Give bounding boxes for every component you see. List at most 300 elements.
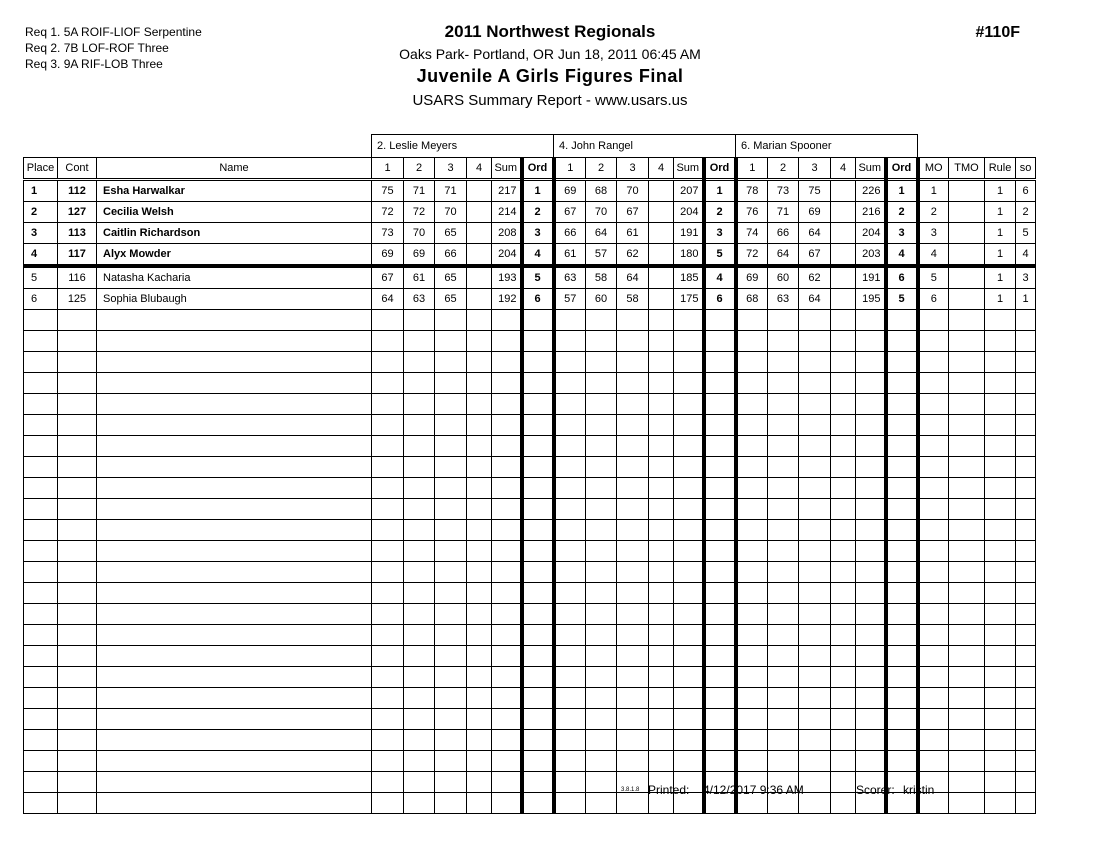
skater-name-cell: Cecilia Welsh — [97, 202, 372, 223]
score3-cell — [617, 709, 649, 730]
tmo-cell — [949, 266, 985, 289]
score1-cell: 67 — [372, 266, 404, 289]
ord-cell — [886, 667, 918, 688]
score2-cell: 66 — [768, 223, 799, 244]
score2-cell — [586, 394, 617, 415]
place-cell — [24, 583, 58, 604]
sum-cell — [856, 562, 886, 583]
score1-cell — [554, 604, 586, 625]
score4-cell — [831, 499, 856, 520]
sum-cell: 175 — [674, 289, 704, 310]
score3-cell: 62 — [617, 244, 649, 267]
score4-cell — [649, 331, 674, 352]
sum-cell — [492, 415, 522, 436]
col-header-rule: Rule — [985, 158, 1016, 180]
score1-cell — [554, 352, 586, 373]
skater-name-cell: Sophia Blubaugh — [97, 289, 372, 310]
skater-name-cell — [97, 352, 372, 373]
mo-cell — [918, 373, 949, 394]
score4-cell — [831, 436, 856, 457]
score2-cell — [768, 709, 799, 730]
score3-cell — [799, 625, 831, 646]
place-cell: 1 — [24, 180, 58, 202]
so-cell — [1016, 730, 1036, 751]
mo-cell — [918, 751, 949, 772]
ord-cell — [886, 646, 918, 667]
score2-cell — [768, 646, 799, 667]
rule-cell — [985, 793, 1016, 814]
so-cell — [1016, 625, 1036, 646]
score2-cell — [768, 499, 799, 520]
score2-cell: 58 — [586, 266, 617, 289]
score2-cell — [586, 499, 617, 520]
score3-cell — [799, 478, 831, 499]
col-header-mo: MO — [918, 158, 949, 180]
result-row — [24, 202, 1036, 223]
sum-cell — [492, 352, 522, 373]
result-row — [24, 223, 1036, 244]
score4-cell — [831, 793, 856, 814]
score4-cell — [649, 646, 674, 667]
tmo-cell — [949, 625, 985, 646]
score3-cell: 65 — [435, 223, 467, 244]
col-header-j2-s3: 3 — [617, 158, 649, 180]
sum-cell — [674, 394, 704, 415]
event-name: Juvenile A Girls Figures Final — [416, 66, 684, 86]
place-cell — [24, 415, 58, 436]
judge-1-name: 2. Leslie Meyers — [372, 135, 554, 158]
score2-cell — [586, 520, 617, 541]
score3-cell — [435, 730, 467, 751]
report-type-line: USARS Summary Report - www.usars.us — [412, 92, 688, 109]
score4-cell — [649, 604, 674, 625]
score3-cell — [435, 436, 467, 457]
score4-cell — [649, 415, 674, 436]
sum-cell — [856, 331, 886, 352]
score1-cell — [372, 667, 404, 688]
score3-cell — [617, 688, 649, 709]
score3-cell — [799, 310, 831, 331]
so-cell — [1016, 646, 1036, 667]
score1-cell — [372, 709, 404, 730]
sum-cell: 208 — [492, 223, 522, 244]
scorer-label: Scorer: — [856, 783, 895, 797]
sum-cell — [492, 562, 522, 583]
sum-cell — [674, 373, 704, 394]
place-cell: 3 — [24, 223, 58, 244]
score3-cell — [799, 751, 831, 772]
tmo-cell — [949, 520, 985, 541]
mo-cell — [918, 394, 949, 415]
ord-cell — [886, 709, 918, 730]
score2-cell — [586, 562, 617, 583]
score1-cell — [736, 499, 768, 520]
tmo-cell — [949, 223, 985, 244]
score4-cell — [467, 223, 492, 244]
score3-cell — [799, 709, 831, 730]
score2-cell: 60 — [768, 266, 799, 289]
ord-cell: 4 — [704, 266, 736, 289]
score2-cell — [586, 373, 617, 394]
score4-cell — [831, 751, 856, 772]
score3-cell — [799, 562, 831, 583]
score2-cell — [404, 436, 435, 457]
score3-cell: 67 — [799, 244, 831, 267]
score4-cell — [831, 394, 856, 415]
empty-row — [24, 499, 1036, 520]
col-header-tmo: TMO — [949, 158, 985, 180]
score1-cell — [736, 562, 768, 583]
score2-cell — [404, 478, 435, 499]
place-cell — [24, 436, 58, 457]
ord-cell — [704, 730, 736, 751]
rule-cell — [985, 646, 1016, 667]
ord-cell — [522, 604, 554, 625]
rule-cell — [985, 709, 1016, 730]
score4-cell — [467, 583, 492, 604]
score3-cell — [799, 352, 831, 373]
rule-cell — [985, 457, 1016, 478]
score4-cell — [831, 223, 856, 244]
score4-cell — [649, 373, 674, 394]
so-cell — [1016, 604, 1036, 625]
skater-name-cell — [97, 457, 372, 478]
sum-cell: 216 — [856, 202, 886, 223]
skater-name-cell — [97, 331, 372, 352]
score2-cell — [404, 625, 435, 646]
score2-cell: 73 — [768, 180, 799, 202]
col-header-name: Name — [97, 158, 372, 180]
cont-cell — [58, 625, 97, 646]
score3-cell: 58 — [617, 289, 649, 310]
rule-cell — [985, 583, 1016, 604]
result-row — [24, 244, 1036, 267]
score4-cell — [649, 730, 674, 751]
sum-cell — [674, 562, 704, 583]
score4-cell — [649, 394, 674, 415]
score4-cell — [831, 625, 856, 646]
score2-cell — [404, 331, 435, 352]
ord-cell: 1 — [704, 180, 736, 202]
score1-cell: 78 — [736, 180, 768, 202]
score3-cell — [617, 499, 649, 520]
empty-row — [24, 604, 1036, 625]
score4-cell — [649, 289, 674, 310]
score1-cell: 57 — [554, 289, 586, 310]
sum-cell: 195 — [856, 289, 886, 310]
sum-cell — [492, 331, 522, 352]
cont-cell — [58, 646, 97, 667]
ord-cell — [704, 646, 736, 667]
score4-cell — [649, 223, 674, 244]
sum-cell — [674, 415, 704, 436]
rule-cell — [985, 415, 1016, 436]
software-version: 3.8.1.8 — [621, 787, 640, 793]
rule-cell — [985, 373, 1016, 394]
sum-cell — [856, 709, 886, 730]
place-cell — [24, 499, 58, 520]
score4-cell — [649, 266, 674, 289]
sum-cell: 191 — [856, 266, 886, 289]
so-cell: 3 — [1016, 266, 1036, 289]
skater-name-cell — [97, 646, 372, 667]
col-header-place: Place — [24, 158, 58, 180]
place-cell — [24, 688, 58, 709]
sum-cell — [856, 751, 886, 772]
col-header-j1-s1: 1 — [372, 158, 404, 180]
spacer-cell-left — [24, 135, 372, 158]
score1-cell — [736, 646, 768, 667]
score4-cell — [467, 772, 492, 793]
score1-cell — [554, 667, 586, 688]
result-row — [24, 180, 1036, 202]
place-cell — [24, 730, 58, 751]
score4-cell — [649, 751, 674, 772]
score3-cell — [435, 688, 467, 709]
ord-cell — [704, 604, 736, 625]
skater-name-cell — [97, 688, 372, 709]
score2-cell — [404, 688, 435, 709]
score2-cell: 71 — [768, 202, 799, 223]
score3-cell — [617, 457, 649, 478]
mo-cell — [918, 625, 949, 646]
sum-cell: 204 — [492, 244, 522, 267]
score2-cell — [586, 772, 617, 793]
skater-name-cell — [97, 373, 372, 394]
sum-cell: 214 — [492, 202, 522, 223]
ord-cell — [522, 478, 554, 499]
mo-cell — [918, 688, 949, 709]
cont-cell — [58, 520, 97, 541]
score1-cell — [554, 478, 586, 499]
score1-cell: 67 — [554, 202, 586, 223]
score2-cell — [586, 688, 617, 709]
so-cell — [1016, 793, 1036, 814]
ord-cell: 1 — [886, 180, 918, 202]
ord-cell — [886, 310, 918, 331]
requirement-line-1: Req 1. 5A ROIF-LIOF Serpentine — [25, 25, 202, 39]
ord-cell — [704, 331, 736, 352]
mo-cell: 5 — [918, 266, 949, 289]
skater-name-cell: Natasha Kacharia — [97, 266, 372, 289]
score3-cell: 75 — [799, 180, 831, 202]
col-header-j3-s3: 3 — [799, 158, 831, 180]
score3-cell — [617, 478, 649, 499]
col-header-j1-ord: Ord — [522, 158, 554, 180]
sum-cell — [674, 646, 704, 667]
sum-cell — [492, 604, 522, 625]
tmo-cell — [949, 751, 985, 772]
sum-cell — [492, 478, 522, 499]
score3-cell: 69 — [799, 202, 831, 223]
score3-cell: 65 — [435, 266, 467, 289]
sum-cell — [492, 793, 522, 814]
so-cell — [1016, 499, 1036, 520]
sum-cell: 204 — [674, 202, 704, 223]
score1-cell — [372, 751, 404, 772]
score1-cell — [736, 604, 768, 625]
sum-cell — [674, 604, 704, 625]
skater-name-cell — [97, 772, 372, 793]
tmo-cell — [949, 394, 985, 415]
score3-cell — [435, 499, 467, 520]
rule-cell — [985, 730, 1016, 751]
score3-cell — [435, 583, 467, 604]
ord-cell — [704, 394, 736, 415]
ord-cell — [886, 541, 918, 562]
ord-cell — [886, 730, 918, 751]
mo-cell — [918, 730, 949, 751]
sum-cell — [492, 583, 522, 604]
score3-cell — [799, 331, 831, 352]
mo-cell — [918, 562, 949, 583]
mo-cell — [918, 646, 949, 667]
score1-cell — [736, 730, 768, 751]
sum-cell — [492, 394, 522, 415]
cont-cell — [58, 667, 97, 688]
score4-cell — [649, 310, 674, 331]
score1-cell — [554, 646, 586, 667]
ord-cell — [522, 520, 554, 541]
score2-cell — [768, 520, 799, 541]
ord-cell — [522, 709, 554, 730]
score4-cell — [831, 667, 856, 688]
tmo-cell — [949, 667, 985, 688]
skater-name-cell — [97, 667, 372, 688]
score2-cell — [768, 457, 799, 478]
mo-cell — [918, 310, 949, 331]
col-header-j1-s3: 3 — [435, 158, 467, 180]
sum-cell — [674, 331, 704, 352]
score4-cell — [831, 244, 856, 267]
skater-name-cell — [97, 394, 372, 415]
sum-cell — [856, 688, 886, 709]
score1-cell — [736, 520, 768, 541]
score3-cell — [799, 646, 831, 667]
ord-cell — [522, 625, 554, 646]
score3-cell — [617, 625, 649, 646]
score4-cell — [467, 244, 492, 267]
score1-cell — [554, 709, 586, 730]
rule-cell — [985, 478, 1016, 499]
printed-timestamp: 4/12/2017 9:36 AM — [703, 783, 804, 797]
score3-cell — [435, 625, 467, 646]
so-cell: 1 — [1016, 289, 1036, 310]
col-header-so: so — [1016, 158, 1036, 180]
score4-cell — [649, 499, 674, 520]
place-cell — [24, 478, 58, 499]
score4-cell — [467, 394, 492, 415]
score3-cell — [799, 436, 831, 457]
score4-cell — [467, 646, 492, 667]
rule-cell: 1 — [985, 244, 1016, 267]
score3-cell — [617, 667, 649, 688]
ord-cell: 2 — [704, 202, 736, 223]
col-header-j3-s4: 4 — [831, 158, 856, 180]
score2-cell — [404, 583, 435, 604]
score1-cell — [372, 331, 404, 352]
tmo-cell — [949, 604, 985, 625]
score3-cell — [435, 541, 467, 562]
so-cell — [1016, 310, 1036, 331]
ord-cell — [886, 478, 918, 499]
skater-name-cell — [97, 604, 372, 625]
empty-row — [24, 478, 1036, 499]
cont-cell — [58, 583, 97, 604]
sum-cell — [856, 667, 886, 688]
score4-cell — [467, 373, 492, 394]
score1-cell — [554, 541, 586, 562]
tmo-cell — [949, 244, 985, 267]
score4-cell — [467, 331, 492, 352]
score1-cell — [372, 352, 404, 373]
empty-row — [24, 751, 1036, 772]
ord-cell — [522, 646, 554, 667]
score4-cell — [649, 625, 674, 646]
ord-cell — [704, 373, 736, 394]
empty-row — [24, 541, 1036, 562]
mo-cell — [918, 709, 949, 730]
sum-cell — [856, 394, 886, 415]
score2-cell: 70 — [586, 202, 617, 223]
col-header-j2-s1: 1 — [554, 158, 586, 180]
skater-name-cell — [97, 562, 372, 583]
score2-cell — [768, 751, 799, 772]
score2-cell — [404, 457, 435, 478]
score2-cell — [768, 436, 799, 457]
sum-cell — [492, 772, 522, 793]
score1-cell: 74 — [736, 223, 768, 244]
rule-cell — [985, 772, 1016, 793]
score1-cell — [736, 667, 768, 688]
cont-cell: 113 — [58, 223, 97, 244]
score2-cell: 61 — [404, 266, 435, 289]
score3-cell — [617, 541, 649, 562]
ord-cell — [704, 352, 736, 373]
score1-cell — [372, 646, 404, 667]
score1-cell: 73 — [372, 223, 404, 244]
sum-cell: 191 — [674, 223, 704, 244]
cont-cell — [58, 415, 97, 436]
score4-cell — [467, 793, 492, 814]
col-header-j1-s2: 2 — [404, 158, 435, 180]
rule-cell: 1 — [985, 289, 1016, 310]
sum-cell: 180 — [674, 244, 704, 267]
skater-name-cell — [97, 520, 372, 541]
tmo-cell — [949, 331, 985, 352]
score1-cell — [554, 562, 586, 583]
score4-cell — [649, 202, 674, 223]
score1-cell — [736, 310, 768, 331]
requirement-line-3: Req 3. 9A RIF-LOB Three — [25, 57, 163, 71]
ord-cell — [704, 541, 736, 562]
skater-name-cell — [97, 478, 372, 499]
score1-cell — [372, 373, 404, 394]
so-cell — [1016, 541, 1036, 562]
cont-cell — [58, 499, 97, 520]
so-cell: 6 — [1016, 180, 1036, 202]
empty-row — [24, 730, 1036, 751]
score2-cell — [404, 499, 435, 520]
empty-row — [24, 352, 1036, 373]
score3-cell — [435, 793, 467, 814]
score2-cell: 57 — [586, 244, 617, 267]
score2-cell — [768, 373, 799, 394]
tmo-cell — [949, 709, 985, 730]
ord-cell — [522, 772, 554, 793]
sum-cell: 217 — [492, 180, 522, 202]
score4-cell — [467, 541, 492, 562]
